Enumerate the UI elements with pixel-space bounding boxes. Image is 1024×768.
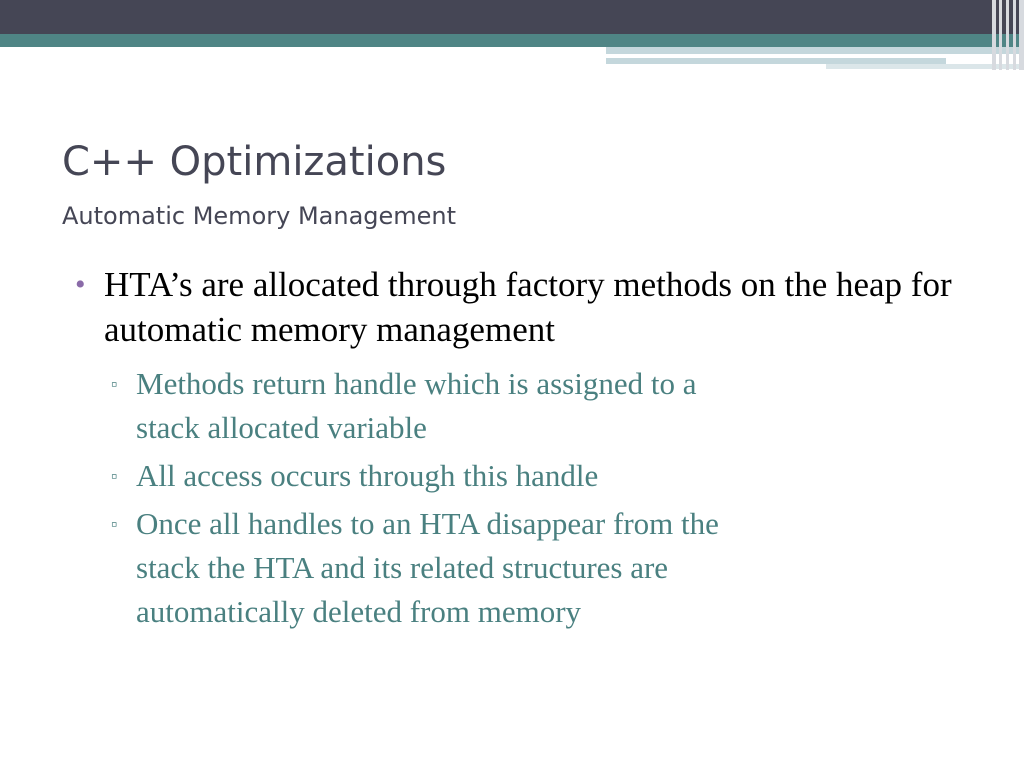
sub-bullet-icon: ▫ <box>111 466 118 486</box>
header-stripe <box>999 0 1002 70</box>
sub-bullet-text-line: Methods return handle which is assigned to a <box>136 366 697 401</box>
sub-bullet-text-line: All access occurs through this handle <box>136 458 599 493</box>
sub-bullet-icon: ▫ <box>111 374 118 394</box>
sub-bullet-list <box>75 362 975 634</box>
sub-bullet-text-line: Once all handles to an HTA disappear from the <box>136 506 719 541</box>
header-band-light <box>606 47 1024 54</box>
header-stripe <box>1006 0 1009 70</box>
slide-subtitle: Automatic Memory Management <box>62 202 457 230</box>
bullet-icon: • <box>75 268 86 301</box>
header-stripe <box>1013 0 1016 70</box>
bullet-item <box>75 262 975 352</box>
header-stripe <box>1019 0 1024 70</box>
sub-bullet-item <box>111 362 975 450</box>
sub-bullet-text-line: stack the HTA and its related structures are <box>136 550 669 585</box>
header-stripe <box>992 0 996 70</box>
sub-bullet-item <box>111 454 975 498</box>
sub-bullet-item <box>111 502 975 634</box>
sub-bullet-text-line: stack allocated variable <box>136 410 427 445</box>
sub-bullet-icon: ▫ <box>111 514 118 534</box>
header-band-dark <box>0 0 1024 34</box>
slide-title: C++ Optimizations <box>62 139 447 185</box>
bullet-text: HTA’s are allocated through factory methods on the heap for automatic memory management <box>104 265 952 349</box>
sub-bullet-text-line: automatically deleted from memory <box>136 594 582 629</box>
slide-body <box>75 262 975 638</box>
header-band-teal <box>0 34 1024 47</box>
